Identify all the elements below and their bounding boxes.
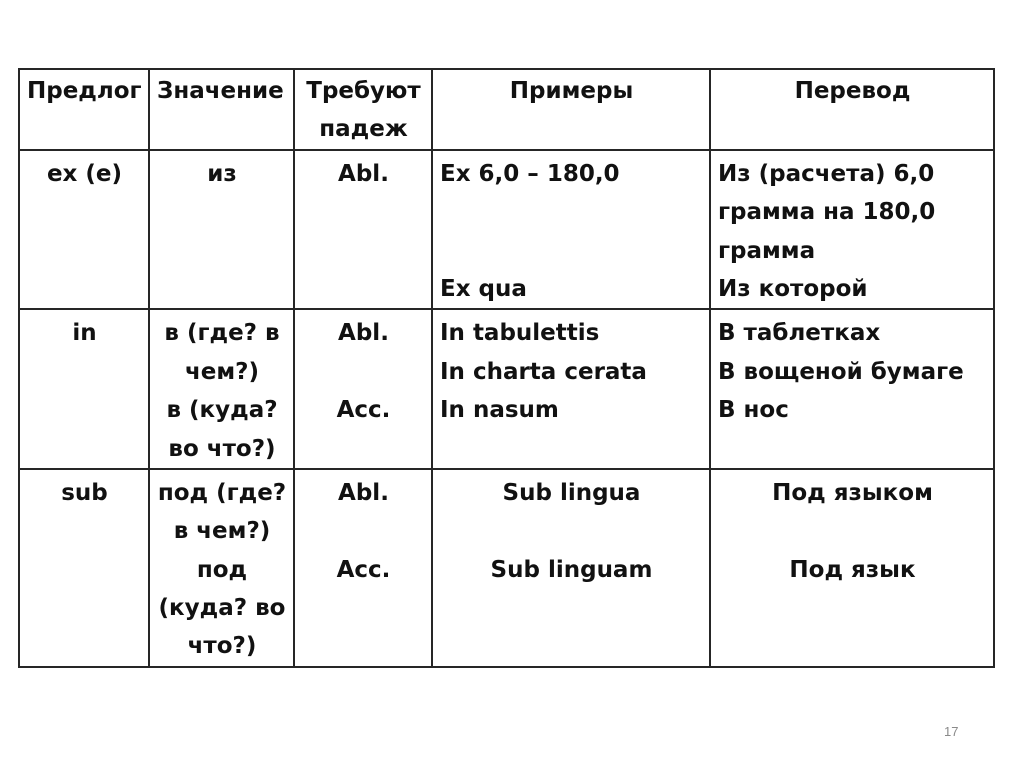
example-line: In nasum xyxy=(440,397,559,424)
example-line: Ex 6,0 – 180,0 xyxy=(440,160,620,187)
case-line: Abl. xyxy=(338,160,389,187)
table-header-row xyxy=(19,69,994,150)
prepositions-table xyxy=(18,68,995,668)
cell-translation xyxy=(710,309,994,469)
translation-line: Из которой xyxy=(718,275,868,302)
cell-preposition: in xyxy=(19,309,149,469)
cell-preposition: sub xyxy=(19,469,149,667)
meaning-line: во что?) xyxy=(168,435,276,462)
example-line: Sub lingua xyxy=(502,479,641,506)
header-examples: Примеры xyxy=(432,69,710,150)
case-line: Acc. xyxy=(336,397,391,424)
page-number: 17 xyxy=(944,724,959,739)
example-line: In tabulettis xyxy=(440,320,600,347)
meaning-line: в чем?) xyxy=(173,518,271,545)
cell-case xyxy=(294,150,432,310)
example-line: In charta cerata xyxy=(440,358,647,385)
cell-translation xyxy=(710,150,994,310)
meaning-line: в (где? в xyxy=(164,320,280,347)
header-translation: Перевод xyxy=(710,69,994,150)
table-row-in xyxy=(19,309,994,469)
cell-examples xyxy=(432,309,710,469)
example-line: Sub linguam xyxy=(490,556,653,583)
cell-meaning xyxy=(149,150,294,310)
cell-meaning xyxy=(149,309,294,469)
case-line: Acc. xyxy=(336,556,391,583)
cell-case xyxy=(294,469,432,667)
cell-examples xyxy=(432,150,710,310)
case-line: Abl. xyxy=(338,320,389,347)
cell-translation xyxy=(710,469,994,667)
header-meaning: Значение xyxy=(149,69,294,150)
case-line: Abl. xyxy=(338,479,389,506)
meaning-line: в (куда? xyxy=(166,397,278,424)
cell-meaning xyxy=(149,469,294,667)
cell-examples xyxy=(432,469,710,667)
meaning-line: чем?) xyxy=(184,358,260,385)
meaning-line: из xyxy=(207,160,237,187)
meaning-line: под (где? xyxy=(157,479,287,506)
cell-case xyxy=(294,309,432,469)
translation-line: грамма xyxy=(718,237,816,264)
translation-line: Из (расчета) 6,0 xyxy=(718,160,935,187)
translation-line: В вощеной бумаге xyxy=(718,358,964,385)
table-row-ex xyxy=(19,150,994,310)
translation-line: В нос xyxy=(718,397,789,424)
translation-line: Под языком xyxy=(772,479,933,506)
meaning-line: что?) xyxy=(187,633,257,660)
meaning-line: (куда? во xyxy=(158,595,286,622)
header-case-line1: Требуют xyxy=(306,78,421,104)
example-line: Ex qua xyxy=(440,275,527,302)
header-case xyxy=(294,69,432,150)
translation-line: В таблетках xyxy=(718,320,881,347)
meaning-line: под xyxy=(196,556,248,583)
translation-line: Под язык xyxy=(789,556,916,583)
header-preposition: Предлог xyxy=(19,69,149,150)
translation-line: грамма на 180,0 xyxy=(718,199,936,226)
table-row-sub xyxy=(19,469,994,667)
cell-preposition: ex (e) xyxy=(19,150,149,310)
header-case-line2: падеж xyxy=(319,116,408,143)
